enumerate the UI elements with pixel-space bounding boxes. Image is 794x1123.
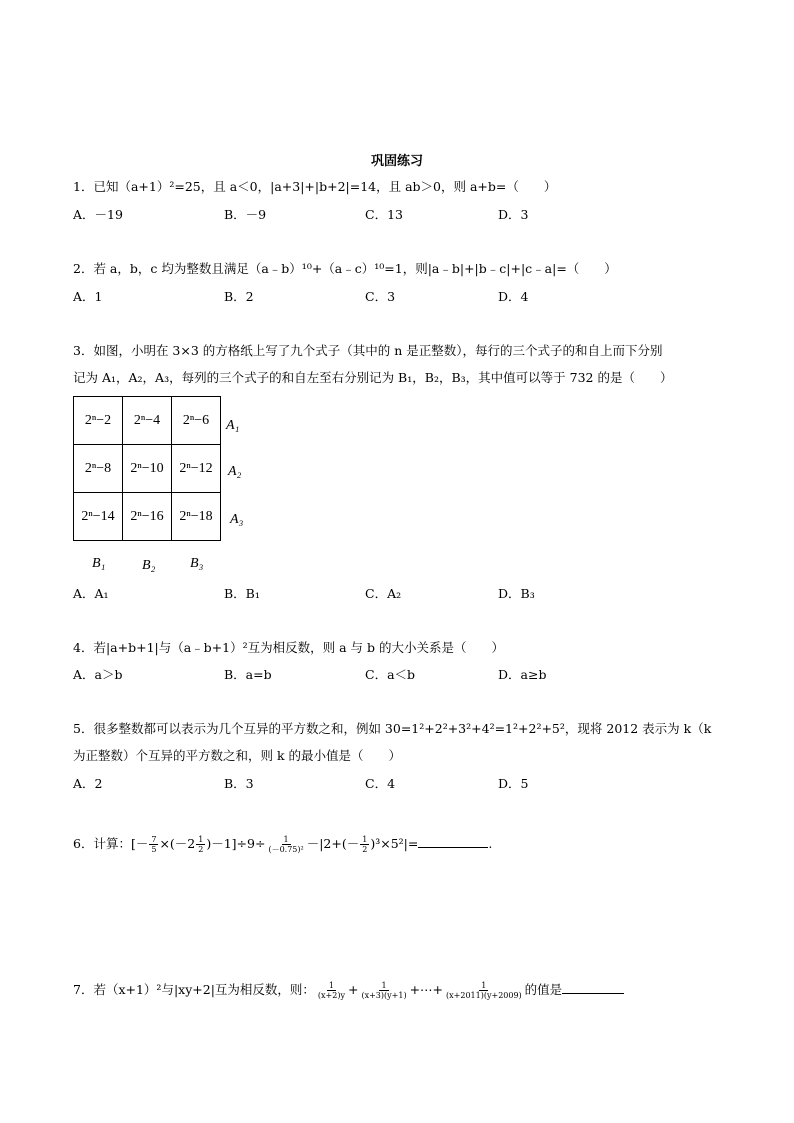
q6-frac3-num: 1	[362, 835, 368, 844]
q6-frac1-den: 5	[151, 845, 157, 854]
q4-option-a[interactable]: A．a＞b	[73, 667, 123, 682]
q2-option-b[interactable]: B．2	[224, 289, 254, 304]
q7-term-1	[316, 981, 347, 1000]
q4-option-d[interactable]: D．a≥b	[498, 667, 547, 682]
q7-plus: +	[347, 982, 359, 997]
col-label-b2: B₂	[142, 558, 156, 573]
row-label-a2: A₂	[228, 464, 242, 479]
q7-term-3	[444, 981, 524, 1000]
q7-dots: +⋯+	[409, 982, 444, 997]
q7-t2-num: 1	[381, 981, 387, 990]
row-label-a1: A₁	[226, 418, 240, 433]
q6-frac2-den: (－0.75)²	[268, 845, 304, 854]
q3-option-c[interactable]: C．A₂	[365, 586, 402, 601]
q3-option-a[interactable]: A．A₁	[73, 586, 109, 601]
q7-answer-blank[interactable]	[562, 993, 624, 994]
q1-option-b[interactable]: B．－9	[224, 207, 267, 222]
grid-cell: 2ⁿ−18	[172, 493, 221, 541]
q6-expr-c: )－1]÷9÷	[206, 836, 266, 851]
q5-option-a[interactable]: A．2	[73, 776, 103, 791]
question-2-stem: 2．若 a，b，c 均为整数且满足（a﹣b）¹⁰+（a﹣c）¹⁰=1，则|a﹣b|+|b﹣c|+|c﹣a|=（ ）	[73, 261, 617, 276]
q7-t1-den: (x+2)y	[317, 991, 345, 1000]
q3-option-d[interactable]: D．B₃	[498, 586, 535, 601]
question-7	[73, 978, 624, 1002]
grid-cell: 2ⁿ−14	[74, 493, 123, 541]
q7-term-2	[359, 981, 408, 1000]
q7-prefix: 7．若（x+1）²与|xy+2|互为相反数，则：	[73, 982, 315, 997]
grid-cell: 2ⁿ−6	[172, 397, 221, 445]
grid-cell: 2ⁿ−12	[172, 445, 221, 493]
q6-mixed-den: 2	[198, 845, 204, 854]
grid-row	[74, 493, 221, 541]
grid-row	[74, 445, 221, 493]
grid-cell: 2ⁿ−2	[74, 397, 123, 445]
q6-expr-a: [－	[130, 836, 149, 851]
q6-expr-e: )³×5²|=	[370, 836, 419, 851]
col-label-b1: B₁	[92, 556, 106, 571]
row-label-a3: A₃	[230, 512, 244, 527]
q7-t2-den: (x+3)(y+1)	[361, 991, 407, 1000]
grid-cell: 2ⁿ−16	[123, 493, 172, 541]
question-5-stem-line1: 5．很多整数都可以表示为几个互异的平方数之和，例如 30=1²+2²+3²+4²=1²+2²+5²，现将 2012 表示为 k（k	[73, 721, 712, 736]
q2-option-c[interactable]: C．3	[365, 289, 396, 304]
q2-option-a[interactable]: A．1	[73, 289, 103, 304]
q6-fraction-3	[360, 835, 369, 854]
question-6	[73, 832, 492, 856]
q6-expr-b: ×(－2	[159, 836, 196, 851]
expression-grid	[73, 396, 221, 541]
q6-mixed-fraction	[196, 835, 205, 854]
q2-option-d[interactable]: D．4	[498, 289, 529, 304]
q1-option-a[interactable]: A．－19	[73, 207, 123, 222]
q4-option-c[interactable]: C．a＜b	[365, 667, 416, 682]
question-1-stem: 1．已知（a+1）²=25，且 a＜0，|a+3|+|b+2|=14，且 ab＞0，则 a+b=（ ）	[73, 179, 557, 194]
question-4-stem: 4．若|a+b+1|与（a﹣b+1）²互为相反数，则 a 与 b 的大小关系是（ ）	[73, 640, 504, 655]
grid-cell: 2ⁿ−4	[123, 397, 172, 445]
q7-suffix: 的值是	[524, 982, 563, 997]
col-label-b3: B₃	[190, 556, 204, 571]
q6-prefix: 6．计算：	[73, 836, 131, 851]
question-3-stem-line2: 记为 A₁，A₂，A₃，每列的三个式子的和自左至右分别记为 B₁，B₂，B₃，其中值可以等于 732 的是（ ）	[73, 370, 673, 385]
q3-option-b[interactable]: B．B₁	[224, 586, 260, 601]
q6-expr-d: －|2+(－	[306, 836, 360, 851]
q7-t3-den: (x+2011)(y+2009)	[446, 991, 522, 1000]
q6-mixed-num: 1	[198, 835, 204, 844]
grid-row	[74, 397, 221, 445]
q5-option-b[interactable]: B．3	[224, 776, 254, 791]
q7-t3-num: 1	[481, 981, 487, 990]
question-5-stem-line2: 为正整数）个互异的平方数之和，则 k 的最小值是（ ）	[73, 748, 402, 763]
q6-suffix: .	[488, 836, 493, 851]
q6-frac2-num: 1	[283, 835, 289, 844]
q6-fraction-2	[266, 835, 305, 854]
grid-cell: 2ⁿ−10	[123, 445, 172, 493]
question-3-stem-line1: 3．如图，小明在 3×3 的方格纸上写了九个式子（其中的 n 是正整数），每行的三个式子的和自上而下分别	[73, 343, 663, 358]
q6-frac1-num: 7	[151, 835, 157, 844]
q1-option-d[interactable]: D．3	[498, 207, 529, 222]
q6-answer-blank[interactable]	[418, 847, 488, 848]
q1-option-c[interactable]: C．13	[365, 207, 403, 222]
q5-option-d[interactable]: D．5	[498, 776, 529, 791]
q5-option-c[interactable]: C．4	[365, 776, 396, 791]
page-title: 巩固练习	[370, 154, 423, 169]
q4-option-b[interactable]: B．a=b	[224, 667, 272, 682]
q6-fraction-1	[149, 835, 158, 854]
grid-cell: 2ⁿ−8	[74, 445, 123, 493]
q6-frac3-den: 2	[362, 845, 368, 854]
q7-t1-num: 1	[328, 981, 334, 990]
